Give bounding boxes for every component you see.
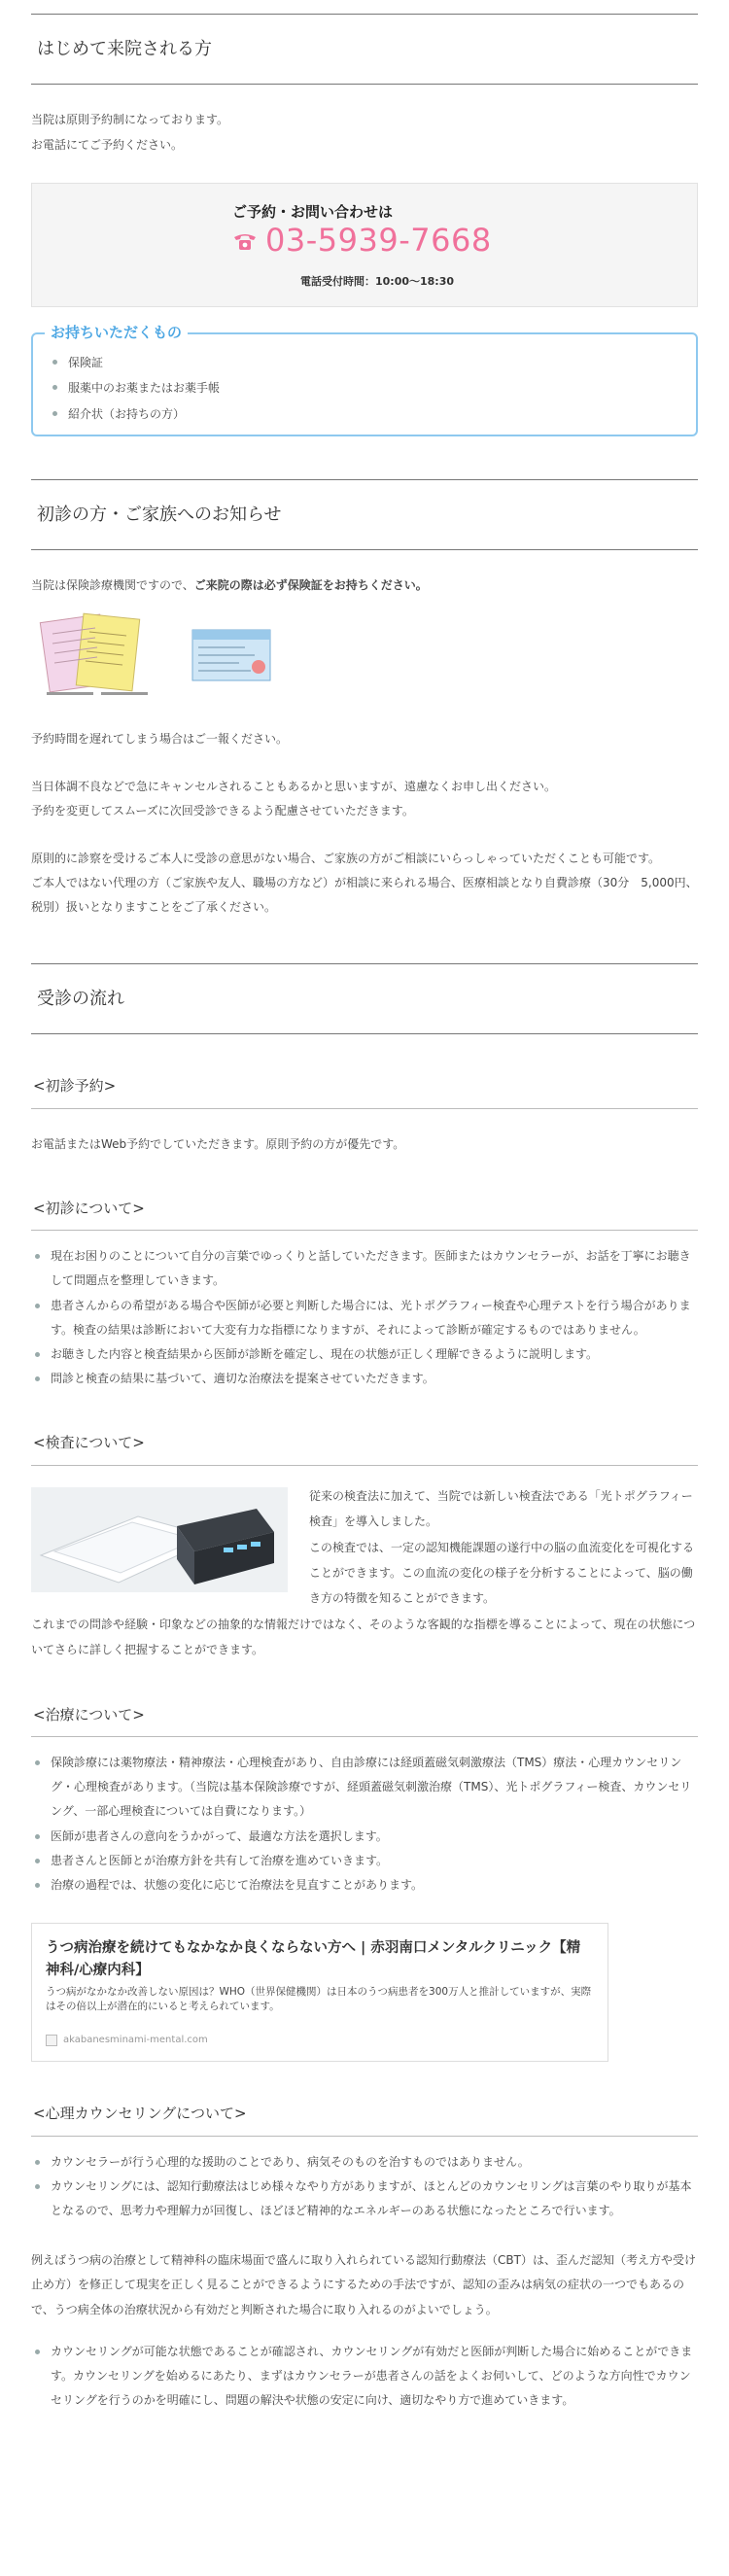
topography-device-image	[31, 1487, 288, 1592]
counseling-list	[31, 2150, 698, 2224]
examination-content	[31, 1483, 698, 1663]
late-notice-text: 予約時間を遅れてしまう場合はご一報ください。	[31, 731, 289, 746]
first-exam-list	[31, 1244, 698, 1391]
bring-list	[49, 350, 680, 427]
list-item: 患者さんからの希望がある場合や医師が必要と判断した場合には、光トポグラフィー検査や心理テストを行う場合があります。検査の結果は診断において大変有力な指標になりますが、それによって診断が確定するものではありません。	[31, 1294, 698, 1342]
insurance-card-image	[187, 610, 274, 700]
favicon-icon	[46, 2035, 57, 2046]
list-item: カウンセリングには、認知行動療法はじめ様々なやり方がありますが、ほとんどのカウンセリングは言葉のやり取りが基本となるので、思考力や理解力が回復し、ほどほど精神的なエネルギーのある状態になったところで行います。	[31, 2175, 698, 2223]
certificate-documents-image	[31, 610, 177, 700]
section-heading-family-notice: 初診の方・ご家族へのお知らせ	[31, 479, 698, 550]
insurance-text	[31, 574, 698, 598]
subheading-reservation: <初診予約>	[31, 1077, 698, 1109]
contact-hours	[32, 272, 697, 293]
insurance-bold: ご来院の際は必ず保険証をお持ちください。	[193, 578, 428, 593]
contact-box	[31, 183, 698, 307]
bring-box	[31, 323, 698, 436]
list-item: カウンセリングが可能な状態であることが確認され、カウンセリングが有効だと医師が判断した場合に始めることができます。カウンセリングを始めるにあたり、まずはカウンセラーが患者さんの話をよくお伺いして、どのような方向性でカウンセリングを行うのかを明確にし、問題の解決や状態の安定に向け、適切なやり方で進めていきます。	[31, 2340, 698, 2414]
contact-phone-row[interactable]	[232, 224, 492, 258]
section-heading-first-visit: はじめて来院される方	[31, 14, 698, 85]
exam-text: この検査では、一定の認知機能課題の遂行中の脳の血流変化を可視化することができます。この血流の変化の様子を分析することによって、脳の働き方の特徴を知ることができます。	[309, 1540, 695, 1606]
hours-label: 電話受付時間：	[299, 274, 375, 288]
intro-text	[31, 108, 698, 157]
link-card-title[interactable]: うつ病治療を続けてもなかなか良くならない方へ | 赤羽南口メンタルクリニック【精神科/心療内科】	[46, 1940, 581, 1979]
bring-title: お持ちいただくもの	[45, 323, 188, 343]
insurance-card-images	[31, 610, 698, 704]
proxy-notice	[31, 847, 698, 921]
phone-icon	[232, 230, 258, 252]
cancel-line: 予約を変更してスムーズに次回受診できるよう配慮させていただきます。	[31, 803, 414, 818]
exam-text: 従来の検査法に加えて、当院では新しい検査法である「光トポグラフィー検査」を導入しました。	[309, 1488, 693, 1529]
phone-number[interactable]: 03-5939-7668	[265, 222, 492, 260]
link-card-url-text[interactable]: akabanesminami-mental.com	[63, 2035, 208, 2046]
link-card-description: うつ病がなかなか改善しない原因は？WHO（世界保健機関）は日本のうつ病患者を300万人と推計していますが、実際はその倍以上が潜在的にいると考えられています。	[46, 1985, 592, 2013]
late-notice	[31, 727, 698, 751]
reservation-text	[31, 1132, 698, 1157]
list-item: 保険証	[49, 350, 680, 375]
hours-value: 10:00〜18:30	[374, 274, 455, 288]
section-heading-flow: 受診の流れ	[31, 963, 698, 1034]
list-item: 問診と検査の結果に基づいて、適切な治療法を提案させていただきます。	[31, 1367, 698, 1391]
list-item: お聴きした内容と検査結果から医師が診断を確定し、現在の状態が正しく理解できるように説明します。	[31, 1342, 698, 1367]
intro-line: 当院は原則予約制になっております。	[31, 113, 229, 127]
subheading-treatment: <治療について>	[31, 1706, 698, 1738]
contact-title: ご予約・お問い合わせは	[232, 202, 394, 221]
list-item: 紹介状（お持ちの方）	[49, 401, 680, 427]
list-item: 現在お困りのことについて自分の言葉でゆっくりと話していただきます。医師またはカウンセラーが、お話を丁寧にお聴きして問題点を整理していきます。	[31, 1244, 698, 1293]
cbt-paragraph: 例えばうつ病の治療として精神科の臨床場面で盛んに取り入れられている認知行動療法（CBT）は、歪んだ認知（考え方や受け止め方）を修正して現実を正しく見ることができるようにするための手法ですが、認知の歪みは病気の症状の一つでもあるので、うつ病全体の治療状況から有効だと判断された場合に取り入れるのがよいでしょう。	[31, 2253, 696, 2316]
treatment-list	[31, 1751, 698, 1897]
list-item: 医師が患者さんの意向をうかがって、最適な方法を選択します。	[31, 1825, 698, 1849]
subheading-examination: <検査について>	[31, 1434, 698, 1466]
proxy-line: ご本人ではない代理の方（ご家族や友人、職場の方など）が相談に来られる場合、医療相談となり自費診療（30分 5,000円、税別）扱いとなりますことをご了承ください。	[31, 876, 698, 915]
counseling-list-2	[31, 2340, 698, 2414]
proxy-line: 原則的に診察を受けるご本人に受診の意思がない場合、ご家族の方がご相談にいらっしゃっていただくことも可能です。	[31, 852, 661, 866]
subheading-counseling: <心理カウンセリングについて>	[31, 2105, 698, 2137]
link-card[interactable]	[31, 1923, 608, 2062]
list-item: カウンセラーが行う心理的な援助のことであり、病気そのものを治すものではありません。	[31, 2150, 698, 2175]
exam-text: これまでの問診や経験・印象などの抽象的な情報だけではなく、そのような客観的な指標を導ることによって、現在の状態についてさらに詳しく把握することができます。	[31, 1617, 696, 1657]
list-item: 保険診療には薬物療法・精神療法・心理検査があり、自由診療には経頭蓋磁気刺激療法（TMS）療法・心理カウンセリング・心理検査があります。（当院は基本保険診療ですが、経頭蓋磁気刺激治療（TMS）、光トポグラフィー検査、カウンセリング、一部心理検査については自費になります。）	[31, 1751, 698, 1825]
cancel-line: 当日体調不良などで急にキャンセルされることもあるかと思いますが、遠慮なくお申し出ください。	[31, 779, 557, 793]
cancel-notice	[31, 775, 698, 823]
list-item: 治療の過程では、状態の変化に応じて治療法を見直すことがあります。	[31, 1873, 698, 1897]
subheading-first-exam: <初診について>	[31, 1200, 698, 1232]
link-card-url[interactable]	[46, 2031, 594, 2049]
list-item: 服薬中のお薬またはお薬手帳	[49, 375, 680, 400]
insurance-prefix: 当院は保険診療機関ですので、	[31, 578, 194, 593]
intro-line: お電話にてご予約ください。	[31, 137, 184, 152]
device-illustration	[31, 1487, 288, 1592]
reservation-line: お電話またはWeb予約でしていただきます。原則予約の方が優先です。	[31, 1136, 405, 1151]
list-item: 患者さんと医師とが治療方針を共有して治療を進めていきます。	[31, 1849, 698, 1873]
